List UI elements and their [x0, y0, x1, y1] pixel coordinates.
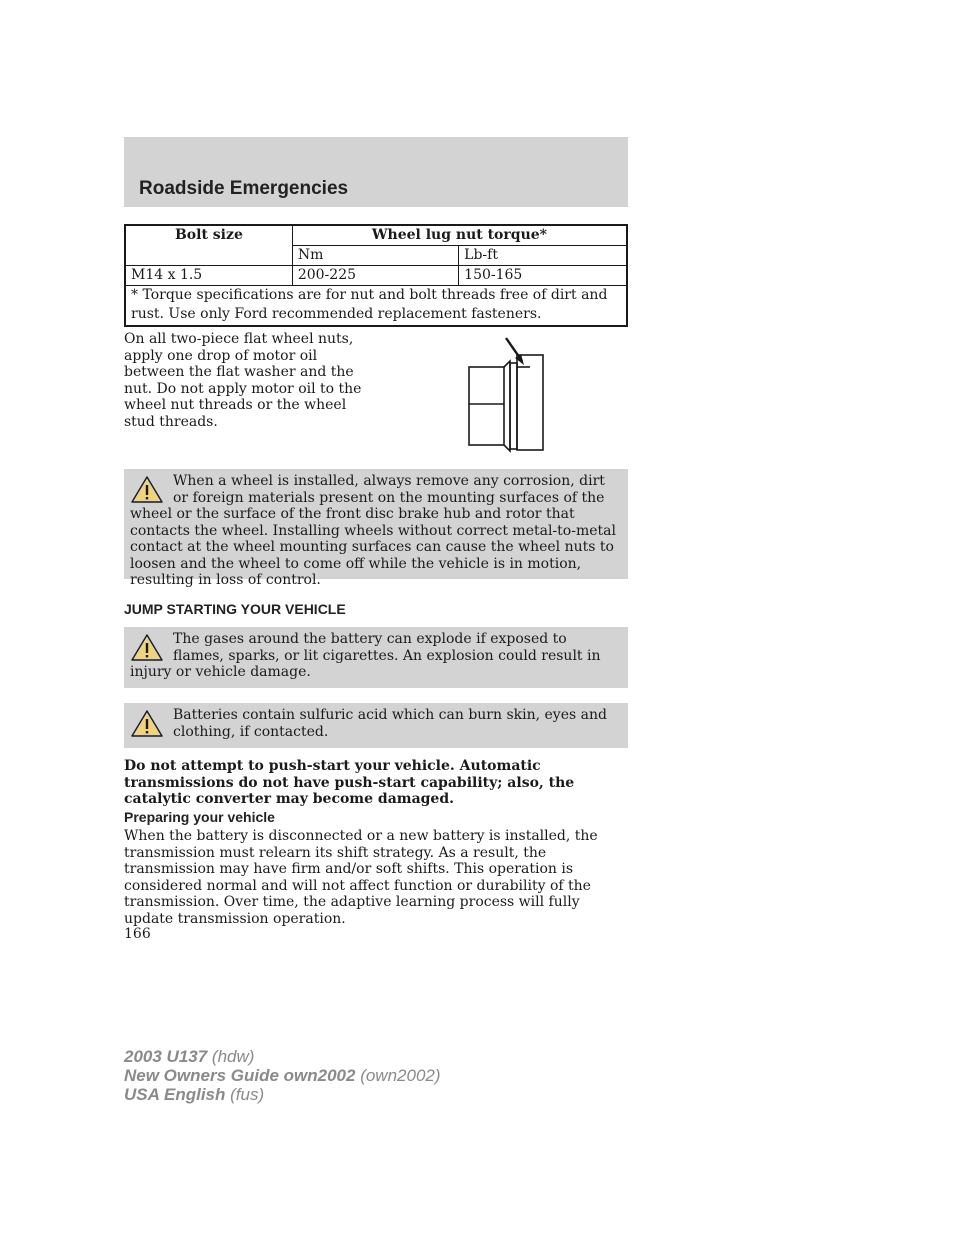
footer-model-code: (hdw) — [207, 1047, 255, 1066]
push-start-notice: Do not attempt to push-start your vehicle. Automatic transmissions do not have push-start capability; also, the catalytic converter may become damaged. — [124, 758, 575, 807]
footer-guide-code: (own2002) — [355, 1066, 441, 1085]
unit-lbft: Lb-ft — [459, 246, 627, 266]
warning-box-wheel — [124, 469, 628, 588]
page-number: 166 — [124, 926, 151, 942]
flat-nut-text: On all two-piece flat wheel nuts, apply one drop of motor oil between the flat washer and the nut. Do not apply motor oil to the wheel nut threads or the wheel stud threads. — [124, 331, 362, 430]
warning-text-acid: Batteries contain sulfuric acid which can burn skin, eyes and clothing, if contacted. — [173, 707, 607, 740]
sub-heading-preparing: Preparing your vehicle — [124, 809, 275, 825]
cell-bolt: M14 x 1.5 — [125, 266, 292, 286]
section-heading-jump: JUMP STARTING YOUR VEHICLE — [124, 601, 346, 617]
document-footer — [124, 1047, 441, 1104]
col-wheel-torque: Wheel lug nut torque* — [292, 225, 627, 246]
warning-text-gases: The gases around the battery can explode if exposed to flames, sparks, or lit cigarettes. An explosion could result in injury or vehicle damage. — [130, 631, 601, 680]
footer-model: 2003 U137 — [124, 1047, 208, 1066]
header-band — [124, 137, 628, 207]
wheel-nut-illustration — [460, 335, 555, 453]
warning-triangle-icon — [130, 475, 164, 505]
warning-text-wheel: When a wheel is installed, always remove any corrosion, dirt or foreign materials present on the mounting surfaces of the wheel or the surface of the front disc brake hub and rotor that contacts the wheel. Installing wheels without correct metal-to-metal contact at the wheel mounting surfaces can cause the wheel nuts to loosen and the wheel to come off while the vehicle is in motion, resulting in loss of control. — [130, 473, 616, 588]
col-bolt-size: Bolt size — [125, 225, 292, 266]
warning-box-acid — [124, 703, 628, 748]
cell-nm: 200-225 — [292, 266, 458, 286]
warning-triangle-icon — [130, 633, 164, 663]
preparing-paragraph: When the battery is disconnected or a new battery is installed, the transmission must relearn its shift strategy. As a result, the transmission may have firm and/or soft shifts. This operation is considered normal and will not affect function or durability of the transmission. Over time, the adaptive learning process will fully update transmission operation. — [124, 828, 598, 927]
page-title: Roadside Emergencies — [139, 178, 349, 199]
table-row — [125, 266, 627, 286]
cell-lbft: 150-165 — [459, 266, 627, 286]
footer-guide: New Owners Guide own2002 — [124, 1066, 356, 1085]
torque-note: * Torque specifications are for nut and bolt threads free of dirt and rust. Use only Ford recommended replacement fasteners. — [125, 286, 627, 327]
warning-box-gases — [124, 627, 628, 688]
footer-language: USA English — [124, 1085, 226, 1104]
footer-language-code: (fus) — [225, 1085, 265, 1104]
torque-table — [124, 224, 628, 327]
warning-triangle-icon — [130, 709, 164, 739]
unit-nm: Nm — [292, 246, 458, 266]
